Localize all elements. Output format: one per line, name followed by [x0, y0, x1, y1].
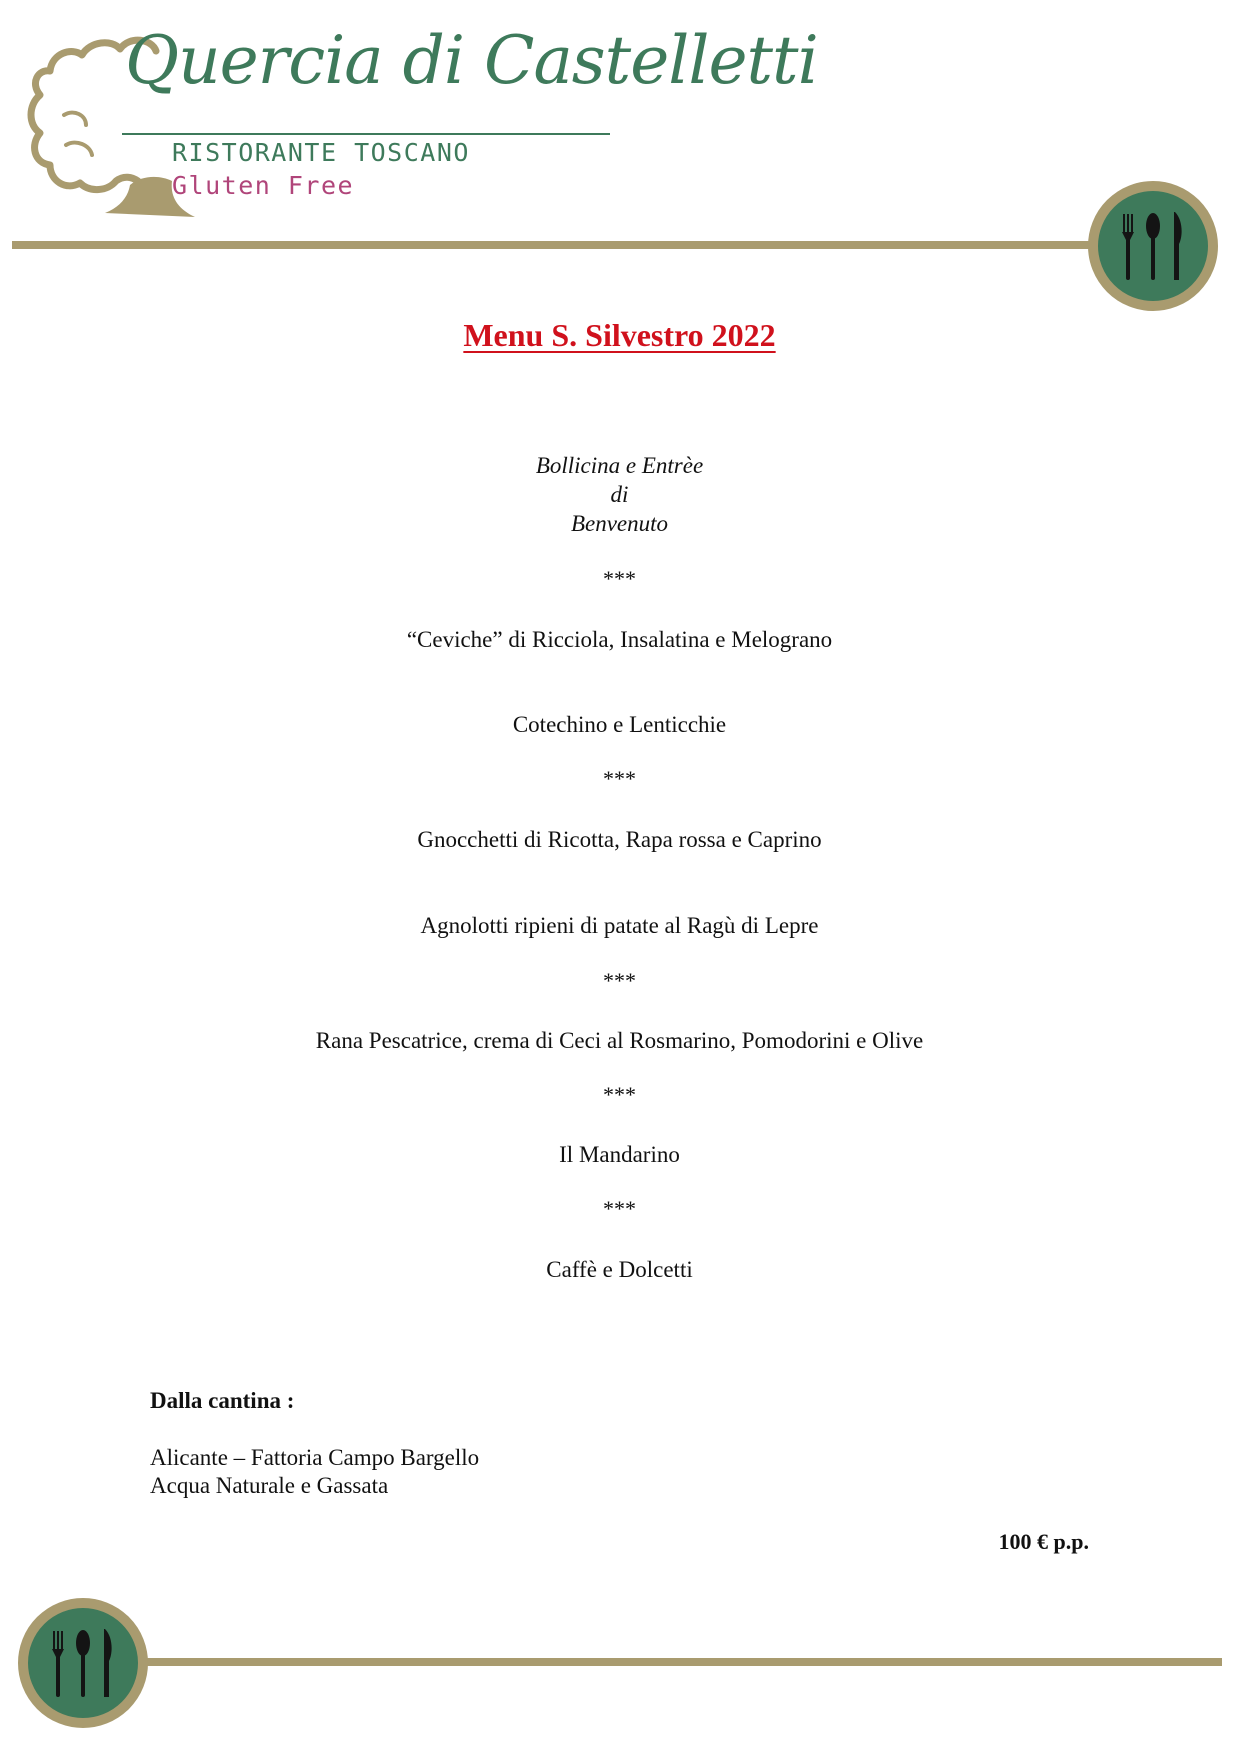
gluten-free-tagline: Gluten Free [172, 171, 355, 200]
wine-list-item: Acqua Naturale e Gassata [150, 1473, 389, 1498]
course-antipasto-2: Cotechino e Lenticchie [512, 712, 727, 737]
wine-list-heading: Dalla cantina : [150, 1388, 295, 1413]
welcome-line-1: Bollicina e Entrèe [535, 453, 704, 478]
wine-list-item: Alicante – Fattoria Campo Bargello [150, 1445, 480, 1470]
brand-underline [122, 133, 610, 135]
header-divider [12, 241, 1092, 249]
course-separator: *** [603, 766, 636, 791]
welcome-line-2: di [610, 482, 629, 507]
footer-divider [140, 1658, 1222, 1666]
brand-subtitle: RISTORANTE TOSCANO [172, 138, 470, 167]
course-separator: *** [603, 1082, 636, 1107]
price-per-person: 100 € p.p. [998, 1529, 1089, 1554]
course-primo-2: Agnolotti ripieni di patate al Ragù di Lepre [420, 913, 819, 938]
cutlery-badge-icon [17, 1597, 149, 1729]
course-antipasto-1: “Ceviche” di Ricciola, Insalatina e Melograno [406, 627, 833, 652]
course-separator: *** [603, 1196, 636, 1221]
course-finale: Caffè e Dolcetti [546, 1257, 693, 1282]
course-separator: *** [603, 968, 636, 993]
course-primo-1: Gnocchetti di Ricotta, Rapa rossa e Caprino [417, 827, 822, 852]
welcome-line-3: Benvenuto [570, 511, 669, 536]
menu-title: Menu S. Silvestro 2022 [463, 317, 776, 353]
course-dessert: Il Mandarino [559, 1142, 680, 1167]
brand-name: Quercia di Castelletti [125, 22, 818, 99]
course-separator: *** [603, 566, 636, 591]
cutlery-badge-icon [1087, 180, 1219, 312]
course-secondo: Rana Pescatrice, crema di Ceci al Rosmarino, Pomodorini e Olive [315, 1028, 924, 1053]
